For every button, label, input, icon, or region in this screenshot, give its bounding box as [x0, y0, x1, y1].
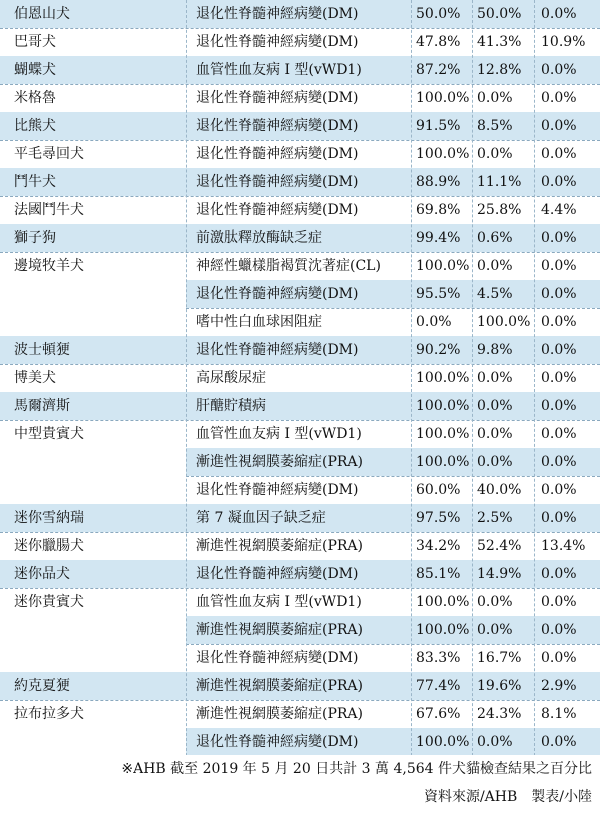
table-row [0, 728, 600, 755]
percent-col1-cell: 100.0% [416, 370, 470, 386]
percent-col3-cell: 0.0% [541, 342, 577, 358]
percent-col3-cell: 0.0% [541, 566, 577, 582]
table-row [0, 672, 600, 700]
percent-col2-cell: 0.6% [477, 230, 513, 246]
breed-cell: 中型貴賓犬 [14, 426, 84, 442]
column-divider [472, 0, 473, 755]
disease-cell: 前激肽釋放酶缺乏症 [196, 230, 322, 246]
percent-col3-cell: 4.4% [541, 202, 577, 218]
table-row [0, 588, 600, 616]
percent-col3-cell: 0.0% [541, 482, 577, 498]
table-row [0, 308, 600, 336]
percent-col3-cell: 0.0% [541, 146, 577, 162]
percent-col2-cell: 25.8% [477, 202, 522, 218]
percent-col3-cell: 0.0% [541, 174, 577, 190]
percent-col1-cell: 95.5% [416, 286, 461, 302]
breed-cell: 鬥牛犬 [14, 174, 56, 190]
percent-col2-cell: 0.0% [477, 454, 513, 470]
table-row [0, 532, 600, 560]
breed-cell: 獅子狗 [14, 230, 56, 246]
percent-col1-cell: 83.3% [416, 650, 461, 666]
percent-col1-cell: 34.2% [416, 538, 461, 554]
percent-col1-cell: 50.0% [416, 6, 461, 22]
breed-cell: 巴哥犬 [14, 34, 56, 50]
percent-col2-cell: 100.0% [477, 314, 531, 330]
disease-cell: 漸進性視網膜萎縮症(PRA) [196, 538, 363, 554]
percent-col3-cell: 0.0% [541, 510, 577, 526]
table-row [0, 196, 600, 224]
disease-cell: 血管性血友病 I 型(vWD1) [196, 594, 362, 610]
percent-col3-cell: 10.9% [541, 34, 586, 50]
table-row [0, 280, 600, 308]
breed-cell: 約克夏㹴 [14, 678, 70, 694]
percent-col2-cell: 50.0% [477, 6, 522, 22]
disease-cell: 漸進性視網膜萎縮症(PRA) [196, 622, 363, 638]
percent-col2-cell: 0.0% [477, 734, 513, 750]
percent-col3-cell: 13.4% [541, 538, 586, 554]
disease-cell: 退化性脊髓神經病變(DM) [196, 146, 359, 162]
percent-col1-cell: 100.0% [416, 90, 470, 106]
table-row [0, 476, 600, 504]
percent-col2-cell: 0.0% [477, 622, 513, 638]
breed-cell: 米格魯 [14, 90, 56, 106]
percent-col1-cell: 90.2% [416, 342, 461, 358]
disease-cell: 血管性血友病 I 型(vWD1) [196, 62, 362, 78]
percent-col2-cell: 0.0% [477, 370, 513, 386]
percent-col3-cell: 0.0% [541, 6, 577, 22]
percent-col1-cell: 0.0% [416, 314, 452, 330]
disease-cell: 漸進性視網膜萎縮症(PRA) [196, 706, 363, 722]
percent-col1-cell: 100.0% [416, 146, 470, 162]
percent-col3-cell: 0.0% [541, 622, 577, 638]
table-row [0, 644, 600, 672]
disease-cell: 退化性脊髓神經病變(DM) [196, 174, 359, 190]
percent-col2-cell: 11.1% [477, 174, 522, 190]
percent-col3-cell: 0.0% [541, 62, 577, 78]
table-row [0, 224, 600, 252]
disease-cell: 退化性脊髓神經病變(DM) [196, 286, 359, 302]
percent-col1-cell: 100.0% [416, 426, 470, 442]
breed-cell: 迷你貴賓犬 [14, 594, 84, 610]
breed-cell: 馬爾濟斯 [14, 398, 70, 414]
percent-col2-cell: 0.0% [477, 90, 513, 106]
percent-col3-cell: 0.0% [541, 90, 577, 106]
breed-cell: 法國鬥牛犬 [14, 202, 84, 218]
percent-col1-cell: 69.8% [416, 202, 461, 218]
percent-col1-cell: 60.0% [416, 482, 461, 498]
percent-col2-cell: 52.4% [477, 538, 522, 554]
percent-col1-cell: 47.8% [416, 34, 461, 50]
disease-cell: 嗜中性白血球困阻症 [196, 314, 322, 330]
table-row [0, 0, 600, 28]
disease-cell: 神經性蠟樣脂褐質沈著症(CL) [196, 258, 381, 274]
disease-cell: 退化性脊髓神經病變(DM) [196, 734, 359, 750]
breed-cell: 迷你雪納瑞 [14, 510, 84, 526]
percent-col1-cell: 100.0% [416, 734, 470, 750]
disease-cell: 退化性脊髓神經病變(DM) [196, 202, 359, 218]
percent-col3-cell: 8.1% [541, 706, 577, 722]
table-row [0, 336, 600, 364]
percent-col1-cell: 100.0% [416, 398, 470, 414]
percent-col3-cell: 0.0% [541, 426, 577, 442]
column-divider [534, 0, 535, 755]
percent-col1-cell: 100.0% [416, 454, 470, 470]
percent-col1-cell: 100.0% [416, 258, 470, 274]
breed-cell: 伯恩山犬 [14, 6, 70, 22]
breed-cell: 波士頓㹴 [14, 342, 70, 358]
disease-cell: 血管性血友病 I 型(vWD1) [196, 426, 362, 442]
percent-col2-cell: 40.0% [477, 482, 522, 498]
percent-col1-cell: 99.4% [416, 230, 461, 246]
percent-col2-cell: 24.3% [477, 706, 522, 722]
percent-col3-cell: 0.0% [541, 370, 577, 386]
breed-cell: 迷你品犬 [14, 566, 70, 582]
table-row [0, 504, 600, 532]
percent-col3-cell: 2.9% [541, 678, 577, 694]
percent-col3-cell: 0.0% [541, 454, 577, 470]
breed-cell: 拉布拉多犬 [14, 706, 84, 722]
breed-cell: 迷你臘腸犬 [14, 538, 84, 554]
disease-cell: 退化性脊髓神經病變(DM) [196, 90, 359, 106]
percent-col3-cell: 0.0% [541, 258, 577, 274]
disease-cell: 肝醣貯積病 [196, 398, 266, 414]
breed-cell: 博美犬 [14, 370, 56, 386]
table-row [0, 140, 600, 168]
table-row [0, 700, 600, 728]
disease-cell: 退化性脊髓神經病變(DM) [196, 566, 359, 582]
table-row [0, 420, 600, 448]
percent-col2-cell: 12.8% [477, 62, 522, 78]
breed-cell: 平毛尋回犬 [14, 146, 84, 162]
percent-col3-cell: 0.0% [541, 286, 577, 302]
percent-col1-cell: 77.4% [416, 678, 461, 694]
percent-col1-cell: 97.5% [416, 510, 461, 526]
percent-col2-cell: 16.7% [477, 650, 522, 666]
percent-col3-cell: 0.0% [541, 314, 577, 330]
percent-col1-cell: 100.0% [416, 622, 470, 638]
percent-col1-cell: 91.5% [416, 118, 461, 134]
source-credit: 資料來源/AHB 製表/小陸 [423, 789, 592, 805]
disease-cell: 退化性脊髓神經病變(DM) [196, 6, 359, 22]
table-row [0, 84, 600, 112]
table-row [0, 112, 600, 140]
percent-col1-cell: 67.6% [416, 706, 461, 722]
table-row [0, 364, 600, 392]
percent-col2-cell: 14.9% [477, 566, 522, 582]
table-row [0, 560, 600, 588]
percent-col2-cell: 0.0% [477, 594, 513, 610]
breed-cell: 蝴蝶犬 [14, 62, 56, 78]
breed-cell: 比熊犬 [14, 118, 56, 134]
percent-col3-cell: 0.0% [541, 398, 577, 414]
percent-col3-cell: 0.0% [541, 734, 577, 750]
percent-col3-cell: 0.0% [541, 594, 577, 610]
disease-cell: 第 7 凝血因子缺乏症 [196, 510, 326, 526]
disease-cell: 漸進性視網膜萎縮症(PRA) [196, 678, 363, 694]
percent-col2-cell: 0.0% [477, 426, 513, 442]
percent-col3-cell: 0.0% [541, 650, 577, 666]
percent-col2-cell: 0.0% [477, 398, 513, 414]
percent-col2-cell: 41.3% [477, 34, 522, 50]
percent-col2-cell: 2.5% [477, 510, 513, 526]
footnote: ※AHB 截至 2019 年 5 月 20 日共計 3 萬 4,564 件犬貓檢查結果之百分比 [121, 761, 592, 777]
table-row [0, 616, 600, 644]
table-row [0, 252, 600, 280]
percent-col1-cell: 100.0% [416, 594, 470, 610]
breed-cell: 邊境牧羊犬 [14, 258, 84, 274]
percent-col2-cell: 4.5% [477, 286, 513, 302]
column-divider [186, 0, 187, 755]
percent-col3-cell: 0.0% [541, 118, 577, 134]
disease-cell: 退化性脊髓神經病變(DM) [196, 342, 359, 358]
percent-col2-cell: 0.0% [477, 258, 513, 274]
table-row [0, 28, 600, 56]
percent-col3-cell: 0.0% [541, 230, 577, 246]
disease-cell: 退化性脊髓神經病變(DM) [196, 34, 359, 50]
percent-col2-cell: 19.6% [477, 678, 522, 694]
disease-cell: 退化性脊髓神經病變(DM) [196, 650, 359, 666]
percent-col2-cell: 9.8% [477, 342, 513, 358]
percent-col2-cell: 8.5% [477, 118, 513, 134]
table-row [0, 56, 600, 84]
percent-col1-cell: 88.9% [416, 174, 461, 190]
percent-col1-cell: 85.1% [416, 566, 461, 582]
disease-cell: 高尿酸尿症 [196, 370, 266, 386]
percent-col1-cell: 87.2% [416, 62, 461, 78]
table-row [0, 168, 600, 196]
disease-cell: 退化性脊髓神經病變(DM) [196, 482, 359, 498]
table-row [0, 448, 600, 476]
percent-col2-cell: 0.0% [477, 146, 513, 162]
disease-cell: 漸進性視網膜萎縮症(PRA) [196, 454, 363, 470]
disease-cell: 退化性脊髓神經病變(DM) [196, 118, 359, 134]
column-divider [411, 0, 412, 755]
table-row [0, 392, 600, 420]
